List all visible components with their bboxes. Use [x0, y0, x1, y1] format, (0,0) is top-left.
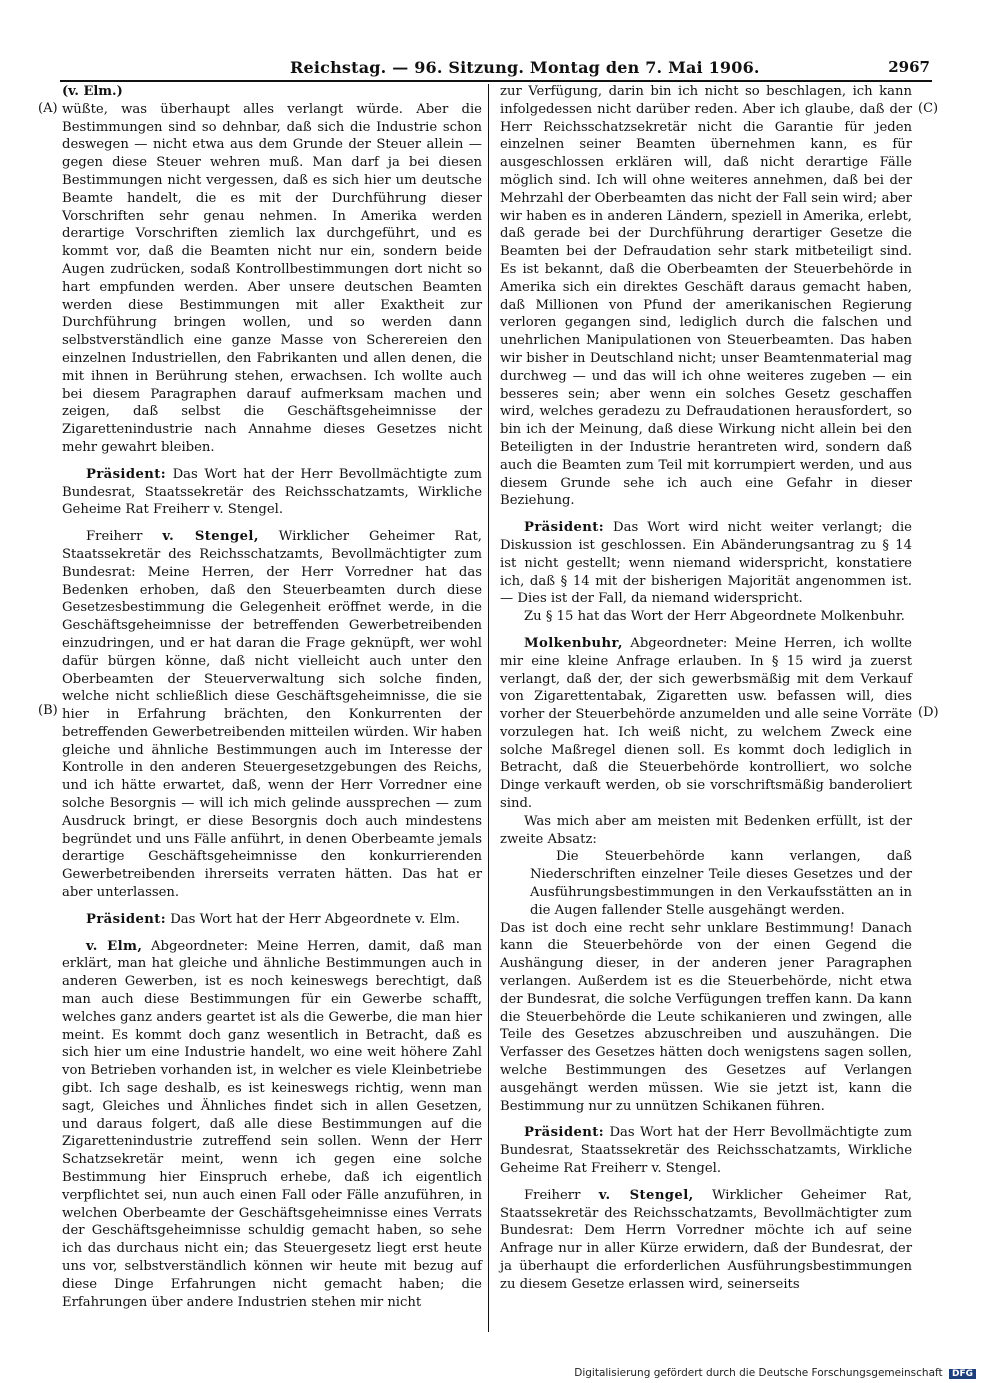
speech-paragraph: Präsident: Das Wort hat der Herr Bevollmächtigte zum Bundesrat, Staatssekretär des Reichsschatzamts, Wirkliche Geheime Rat Freiherr v. Stengel.: [62, 466, 482, 518]
footer-text: Digitalisierung gefördert durch die Deutsche Forschungsgemeinschaft: [574, 1367, 943, 1379]
speaker-name: v. Stengel,: [598, 1187, 694, 1203]
speaker-name: v. Elm,: [86, 938, 143, 954]
speaker-name: Präsident:: [524, 520, 605, 536]
paragraph: Das ist doch eine recht sehr unklare Bestimmung! Danach kann die Steuerbehörde von der einen Gegend die Aushängung dieser, in der anderen jener Paragraphen verlangen. Außerdem ist es die Steuerbehörde, nicht etwa der Bundesrat, die solche Verfügungen treffen kann. Da kann die Steuerbehörde die Leute schikanieren und zwingen, alle Teile des Gesetzes abzuschreiben und auszuhängen. Die Verfasser des Gesetzes hätten doch wenigstens sagen sollen, welche Bestimmungen des Gesetzes auf Verlangen ausgehängt werden müssen. Wie sie jetzt ist, kann die Bestimmung nur zu unnützen Schikanen führen.: [500, 920, 912, 1114]
page-number: 2967: [888, 58, 930, 76]
speech-paragraph: Freiherr v. Stengel, Wirklicher Geheimer Rat, Staatssekretär des Reichsschatzamts, Bevollmächtigter zum Bundesrat: Meine Herren, der Herr Vorredner hat das Bedenken erhoben, daß den Steuerbeamten durch diese Gesetzesbestimmung die Gelegenheit eröffnet werde, in die Geschäftsgeheimnisse der betreffenden Gewerbetreibenden einzudringen, und er hat daran die Frage geknüpft, wer wohl dafür bürgen könne, daß nicht vielleicht auch unter den Oberbeamten der Steuerverwaltung sich solche finden, welche nicht schließlich diese Geschäftsgeheimnisse, die sie hier in Erfahrung brächten, den Konkurrenten der betreffenden Gewerbetreibenden mitteilen würden. Wir haben gleiche und ähnliche Bestimmungen auch im Interesse der Kontrolle in den anderen Steuergesetzgebungen des Reichs, und ich hätte erwartet, daß, wenn der Herr Vorredner eine solche Besorgnis — will ich mich gelinde aussprechen — zum Ausdruck bringt, er diese Besorgnis doch auch mindestens begründet und uns Fälle anführt, in denen Oberbeamte jemals derartige Geschäftsgeheimnisse den konkurrierenden Gewerbetreibenden ihrerseits verraten hätten. Das hat er aber unterlassen.: [62, 529, 482, 901]
right-column: [500, 83, 912, 1294]
column-divider: [488, 84, 489, 1332]
speech-paragraph: Präsident: Das Wort hat der Herr Bevollmächtigte zum Bundesrat, Staatssekretär des Reichsschatzamts, Wirkliche Geheime Rat Freiherr v. Stengel.: [500, 1125, 912, 1177]
speaker-name: Präsident:: [524, 1125, 605, 1141]
margin-marker-a: (A): [38, 101, 58, 116]
footer-credit: [574, 1367, 976, 1379]
quoted-passage: Die Steuerbehörde kann verlangen, daß Niederschriften einzelner Teile dieses Gesetzes und der Ausführungsbestimmungen in den Verkaufsstätten an in die Augen fallender Stelle ausgehängt werden.: [530, 849, 912, 918]
paragraph: Was mich aber am meisten mit Bedenken erfüllt, ist der zweite Absatz:: [500, 813, 912, 847]
speech-paragraph: Freiherr v. Stengel, Wirklicher Geheimer Rat, Staatssekretär des Reichsschatzamts, Bevollmächtigter zum Bundesrat: Dem Herrn Vorredner möchte ich auf seine Anfrage nur in aller Kürze erwidern, daß der Bundesrat, der ja überhaupt die erforderlichen Ausführungsbestimmungen zu diesem Gesetze erlassen wird, seinerseits: [500, 1187, 912, 1292]
speaker-name: v. Stengel,: [162, 529, 259, 545]
margin-marker-c: (C): [918, 101, 939, 116]
speech-paragraph: Molkenbuhr, Abgeordneter: Meine Herren, ich wollte mir eine kleine Anfrage erlauben. In § 15 wird ja zuerst verlangt, daß der, der sich gewerbsmäßig mit dem Verkauf von Zigarettentabak, Zigaretten usw. befassen will, dies vorher der Steuerbehörde anzumelden und alle seine Vorräte vorzulegen hat. Ich weiß nicht, zu welchem Zweck eine solche Maßregel dienen soll. Es kommt doch lediglich in Betracht, daß die Steuerbehörde kontrolliert, wo solche Dinge verkauft werden, ob sie vorschriftsmäßig banderoliert sind.: [500, 635, 912, 812]
margin-marker-b: (B): [38, 703, 58, 718]
speech-paragraph: Präsident: Das Wort wird nicht weiter verlangt; die Diskussion ist geschlossen. Ein Abänderungsantrag zu § 14 ist nicht gestellt; wenn niemand widerspricht, konstatiere ich, daß § 14 mit der bisherigen Majorität angenommen ist. — Dies ist der Fall, da niemand widerspricht.: [500, 520, 912, 607]
speech-paragraph: Präsident: Das Wort hat der Herr Abgeordnete v. Elm.: [86, 911, 461, 927]
margin-marker-d: (D): [918, 705, 939, 720]
page-header: [60, 58, 930, 80]
paragraph: Zu § 15 hat das Wort der Herr Abgeordnete Molkenbuhr.: [524, 609, 905, 625]
paragraph: zur Verfügung, darin bin ich nicht so beschlagen, ich kann infolgedessen nicht darüber reden. Aber ich glaube, daß der Herr Reichsschatzsekretär nicht die Garantie für jeden einzelnen seiner Beamten übernehmen kann, es für ausgeschlossen erklären will, daß nicht derartige Fälle möglich sind. Ich will ohne weiteres annehmen, daß bei der Mehrzahl der Oberbeamten das nicht der Fall sein wird; aber wir haben es in anderen Ländern, speziell in Amerika, erlebt, daß gerade bei der Durchführung derartiger Gesetze die Beamten bei der Defraudation sehr stark mitbeteiligt sind. Es ist bekannt, daß die Oberbeamten der Steuerbehörde in Amerika sich ein direktes Geschäft daraus gemacht haben, daß Millionen von Pfund der amerikanischen Regierung verloren gegangen sind, lediglich durch die falschen und unehrlichen Manipulationen von Steuerbeamten. Das haben wir bisher in Deutschland nicht; unser Beamtenmaterial mag durchweg — und das will ich ohne weiteres zugeben — ein besseres sein; aber wenn ein solches Gesetz geschaffen wird, welches geradezu zu Defraudationen herausfordert, so bin ich der Meinung, daß diese Wirkung nicht allein bei den Beteiligten in der Industrie herantreten wird, sondern daß auch die Beamten zum Teil mit korrumpiert werden, und aus diesem Grunde sehe ich auch eine Gefahr in dieser Beziehung.: [500, 84, 912, 509]
dfg-logo: DFG: [949, 1369, 976, 1379]
speaker-name: Molkenbuhr,: [524, 635, 623, 651]
speaker-name: Präsident:: [86, 466, 167, 482]
header-rule: [60, 80, 932, 82]
speaker-attribution: (v. Elm.): [62, 84, 123, 99]
page-title: Reichstag. — 96. Sitzung. Montag den 7. Mai 1906.: [290, 58, 760, 77]
left-column: [62, 83, 482, 1311]
paragraph: wüßte, was überhaupt alles verlangt würde. Aber die Bestimmungen sind so dehnbar, daß sich die Industrie schon deswegen — nicht etwa aus dem Grunde der Steuer allein — gegen diese Steuer wehren muß. Man darf ja bei diesen Bestimmungen nicht vergessen, daß es sich hier um deutsche Beamte handelt, die es mit der Durchführung dieser Vorschriften sehr genau nehmen. In Amerika werden derartige Vorschriften ziemlich lax durchgeführt, und es kommt vor, daß die Beamten nicht nur ein, sondern beide Augen zudrücken, sodaß Kontrollbestimmungen dort nicht so hart empfunden werden. Aber unsere deutschen Beamten werden diese Bestimmungen mit aller Exaktheit zur Durchführung bringen wollen, und so werden dann selbstverständlich eine ganze Masse von Scherereien den einzelnen Industriellen, den Fabrikanten und allen denen, die mit ihnen in Berührung stehen, erwachsen. Ich wollte auch bei diesem Paragraphen darauf aufmerksam machen und zeigen, daß selbst die Geschäftsgeheimnisse der Zigarettenindustrie nach Annahme dieses Gesetzes nicht mehr gewahrt bleiben.: [62, 101, 482, 455]
speech-paragraph: v. Elm, Abgeordneter: Meine Herren, damit, daß man erklärt, man hat gleiche und ähnliche Bestimmungen auch in anderen Gewerben, ist es noch keineswegs berechtigt, daß man auch diese Bestimmungen für ein Gewerbe schafft, welches ganz anders geartet ist als die Gewerbe, die man hier meint. Es kommt doch ganz wesentlich in Betracht, daß es sich hier um eine Industrie handelt, wo eine weit höhere Zahl von Betrieben vorhanden ist, in welcher es viele Kleinbetriebe gibt. Ich sage deshalb, es ist keineswegs richtig, wenn man sagt, Gleiches und Ähnliches findet sich in allen Gesetzen, und daraus folgert, daß alle diese Bestimmungen auf die Zigarettenindustrie zutreffend sein sollen. Wenn der Herr Schatzsekretär meint, wenn ich gegen eine solche Bestimmung hier Einspruch erhebe, daß ich eigentlich verpflichtet sei, nun auch einen Fall oder Fälle anzuführen, in welchen Oberbeamte der Geschäftsgeheimnisse eines Verrats der Geschäftsgeheimnisse schuldig gemacht haben, so sehe ich das durchaus nicht ein; das Steuergesetz liegt erst heute uns vor, selbstverständlich können wir heute mit bezug auf diese Dinge Erfahrungen nicht gemacht haben; die Erfahrungen über andere Industrien stehen mir nicht: [62, 938, 482, 1310]
speaker-name: Präsident:: [86, 911, 167, 927]
